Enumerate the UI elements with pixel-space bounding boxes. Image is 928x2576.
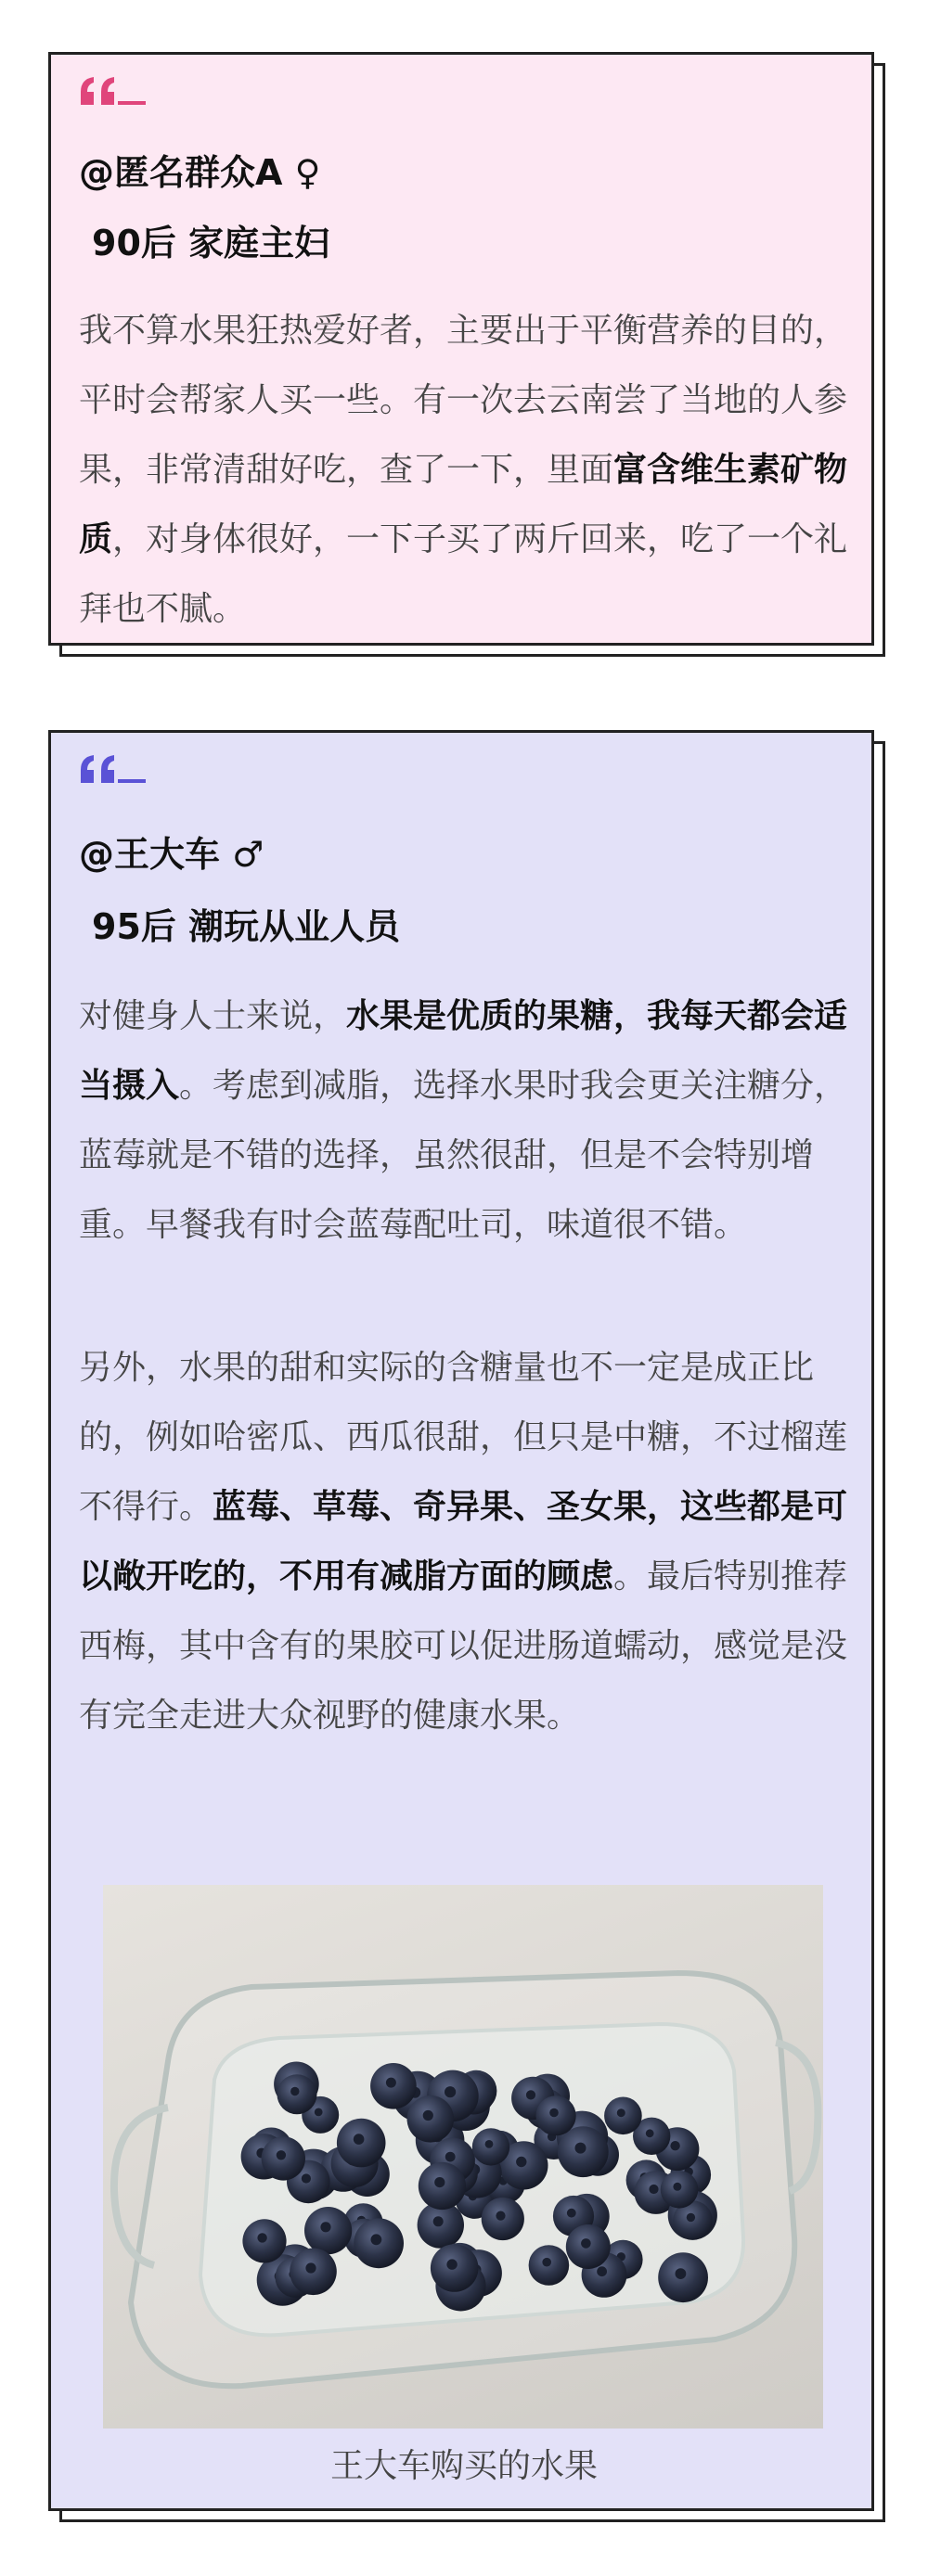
blueberry-crown [687,2213,695,2222]
comment-card-2 [48,730,874,2511]
blueberry-crown [290,2087,299,2095]
blueberry-crown [496,2211,505,2221]
text-segment: 。最后特别推荐西梅，其中含有的果胶可以促进肠道蠕动，感觉是没有完全走进大众视野的健康水果。 [79,1557,848,1735]
blueberry-crown [676,2268,687,2279]
blueberry-photo [103,1885,823,2429]
blueberry-crown [516,2157,526,2167]
highlight-text: 水果是优质的果糖，我每天都会适当摄入 [79,997,848,1105]
user-name: @王大车 ♂ [79,834,264,875]
blueberry-crown [433,2216,444,2226]
blueberry-crown [649,2185,658,2194]
blueberry-crown [575,2143,586,2154]
comment-paragraph [79,296,849,644]
blueberry-crown [257,2233,266,2242]
quote-icon [77,73,151,110]
blueberry-crown [445,2086,456,2097]
user-name: @匿名群众A ♀ [79,152,321,193]
blueberry-crown [445,2152,456,2162]
blueberry-crown [549,2108,559,2118]
blueberry-crown [423,2110,433,2121]
blueberry-crown [567,2209,576,2218]
comment-paragraph [79,981,849,1260]
blueberry-crown [673,2183,681,2191]
blueberry-crown [446,2259,457,2269]
blueberry-crown [277,2150,286,2159]
blueberry-crown [320,2222,330,2232]
blueberry-crown [617,2108,625,2117]
blueberry-crown [386,2078,396,2088]
blueberry-crown [485,2140,494,2148]
blueberry-crown [371,2234,382,2245]
user-description: 90后 家庭主妇 [92,223,330,263]
text-segment: 我不算水果狂热爱好者，主要出于平衡营养的目的，平时会帮家人买一些。有一次去云南尝了当地的人参果，非常清甜好吃，查了一下，里面 [79,312,848,489]
card-body [48,730,874,2511]
blueberry-crown [597,2266,607,2276]
highlight-text: 蓝莓、草莓、奇异果、圣女果，这些都是可以敞开吃的，不用有减脂方面的顾虑 [79,1488,848,1596]
blueberry-crown [434,2177,445,2187]
blueberry-crown [526,2090,535,2099]
comment-card-1 [48,52,874,646]
blueberry-crown [315,2108,323,2117]
blueberry-crown [302,2173,311,2183]
text-segment: ，对身体很好，一下子买了两斤回来，吃了一个礼拜也不腻。 [79,520,848,628]
highlight-text: 富含维生素矿物质 [79,451,848,558]
comment-paragraph [79,1333,849,1750]
blueberry-crown [646,2129,654,2137]
text-segment: 对健身人士来说， [79,997,347,1035]
blueberry-crown [670,2141,679,2150]
blueberry-crown [542,2258,551,2267]
user-description: 95后 潮玩从业人员 [92,906,401,947]
photo-caption: 王大车购买的水果 [329,2447,598,2485]
quote-icon [77,751,151,788]
blueberry-crown [354,2134,365,2145]
blueberry-crown [581,2238,591,2249]
blueberry-crown [305,2262,316,2273]
text-segment: 。考虑到减脂，选择水果时我会更关注糖分，蓝莓就是不错的选择，虽然很甜，但是不会特别增重。早餐我有时会蓝莓配吐司，味道很不错。 [79,1067,848,1244]
text-segment: 另外，水果的甜和实际的含糖量也不一定是成正比的，例如哈密瓜、西瓜很甜，但只是中糖，不过榴莲不得行。 [79,1349,848,1526]
blueberry-dish-illustration [103,1885,823,2429]
card-body [48,52,874,646]
